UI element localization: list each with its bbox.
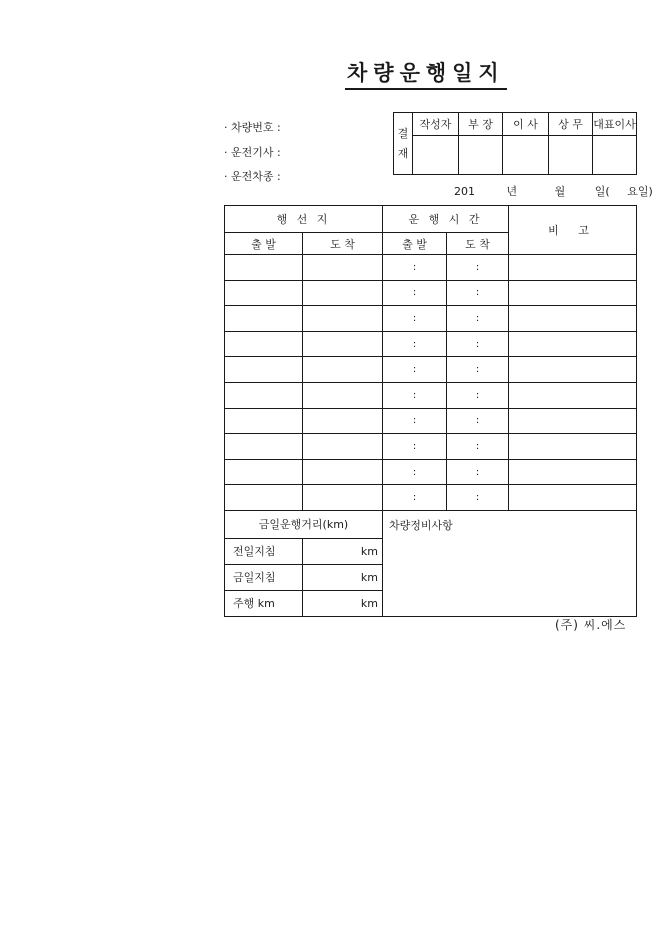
table-row xyxy=(225,357,637,383)
date-line xyxy=(454,183,653,199)
current-odometer-field[interactable]: km xyxy=(303,564,383,590)
route-depart-cell[interactable] xyxy=(225,357,303,383)
arrive-time-cell[interactable]: : xyxy=(447,255,509,281)
time-header: 운 행 시 간 xyxy=(383,206,509,233)
table-row xyxy=(225,382,637,408)
depart-time-cell[interactable]: : xyxy=(383,408,447,434)
route-depart-cell[interactable] xyxy=(225,382,303,408)
previous-odometer-label: 전일지침 xyxy=(225,538,303,564)
remarks-header: 비 고 xyxy=(509,206,637,255)
table-row xyxy=(225,434,637,460)
route-depart-cell[interactable] xyxy=(225,434,303,460)
approval-col-manager: 부 장 xyxy=(459,113,503,136)
table-row xyxy=(225,485,637,511)
date-weekday-unit: 요일) xyxy=(627,185,653,198)
remarks-cell[interactable] xyxy=(509,459,637,485)
approval-col-director: 이 사 xyxy=(503,113,549,136)
date-month-unit: 월 xyxy=(554,185,566,198)
approval-col-ceo: 대표이사 xyxy=(593,113,637,136)
depart-time-cell[interactable]: : xyxy=(383,434,447,460)
remarks-cell[interactable] xyxy=(509,280,637,306)
depart-time-cell[interactable]: : xyxy=(383,382,447,408)
depart-time-cell[interactable]: : xyxy=(383,331,447,357)
remarks-cell[interactable] xyxy=(509,331,637,357)
route-depart-header: 출 발 xyxy=(225,233,303,255)
table-row xyxy=(225,280,637,306)
depart-time-cell[interactable]: : xyxy=(383,357,447,383)
maintenance-label: 차량정비사항 xyxy=(389,518,453,532)
arrive-time-cell[interactable]: : xyxy=(447,408,509,434)
table-row xyxy=(225,408,637,434)
remarks-cell[interactable] xyxy=(509,255,637,281)
arrive-time-cell[interactable]: : xyxy=(447,357,509,383)
route-header: 행 선 지 xyxy=(225,206,383,233)
route-depart-cell[interactable] xyxy=(225,331,303,357)
route-arrive-cell[interactable] xyxy=(303,357,383,383)
previous-odometer-field[interactable]: km xyxy=(303,538,383,564)
document-title: 차량운행일지 xyxy=(345,60,507,90)
approval-sign-executive[interactable] xyxy=(549,136,593,175)
route-arrive-cell[interactable] xyxy=(303,382,383,408)
route-arrive-cell[interactable] xyxy=(303,331,383,357)
depart-time-cell[interactable]: : xyxy=(383,459,447,485)
vehicle-type-label: · 운전차종 : xyxy=(224,170,281,183)
table-row xyxy=(225,255,637,281)
route-arrive-cell[interactable] xyxy=(303,408,383,434)
distance-header: 금일운행거리(km) xyxy=(225,510,383,538)
approval-sign-writer[interactable] xyxy=(413,136,459,175)
date-day-unit: 일( xyxy=(594,185,610,198)
remarks-cell[interactable] xyxy=(509,306,637,332)
route-arrive-cell[interactable] xyxy=(303,459,383,485)
route-depart-cell[interactable] xyxy=(225,280,303,306)
route-arrive-cell[interactable] xyxy=(303,280,383,306)
table-row xyxy=(225,331,637,357)
route-arrive-cell[interactable] xyxy=(303,434,383,460)
arrive-time-cell[interactable]: : xyxy=(447,306,509,332)
driving-log-table xyxy=(224,205,637,617)
remarks-cell[interactable] xyxy=(509,434,637,460)
approval-box xyxy=(393,112,637,175)
company-name: (주) 씨.에스 xyxy=(555,618,627,632)
depart-time-cell[interactable]: : xyxy=(383,255,447,281)
approval-sign-ceo[interactable] xyxy=(593,136,637,175)
approval-col-executive: 상 무 xyxy=(549,113,593,136)
date-year-unit: 년 xyxy=(506,185,518,198)
route-arrive-cell[interactable] xyxy=(303,485,383,511)
remarks-cell[interactable] xyxy=(509,485,637,511)
vehicle-number-label: · 차량번호 : xyxy=(224,121,281,134)
driver-label: · 운전기사 : xyxy=(224,146,281,159)
approval-sign-director[interactable] xyxy=(503,136,549,175)
arrive-time-cell[interactable]: : xyxy=(447,280,509,306)
current-odometer-label: 금일지침 xyxy=(225,564,303,590)
route-depart-cell[interactable] xyxy=(225,306,303,332)
date-year: 201 xyxy=(454,185,475,198)
approval-side-label: 결 재 xyxy=(394,113,413,175)
time-arrive-header: 도 착 xyxy=(447,233,509,255)
arrive-time-cell[interactable]: : xyxy=(447,434,509,460)
arrive-time-cell[interactable]: : xyxy=(447,485,509,511)
arrive-time-cell[interactable]: : xyxy=(447,459,509,485)
distance-driven-field[interactable]: km xyxy=(303,590,383,616)
remarks-cell[interactable] xyxy=(509,408,637,434)
table-row xyxy=(225,459,637,485)
approval-sign-manager[interactable] xyxy=(459,136,503,175)
time-depart-header: 출 발 xyxy=(383,233,447,255)
depart-time-cell[interactable]: : xyxy=(383,306,447,332)
route-depart-cell[interactable] xyxy=(225,255,303,281)
route-depart-cell[interactable] xyxy=(225,485,303,511)
depart-time-cell[interactable]: : xyxy=(383,280,447,306)
route-depart-cell[interactable] xyxy=(225,459,303,485)
distance-driven-label: 주행 km xyxy=(225,590,303,616)
remarks-cell[interactable] xyxy=(509,357,637,383)
arrive-time-cell[interactable]: : xyxy=(447,331,509,357)
route-arrive-cell[interactable] xyxy=(303,255,383,281)
table-row xyxy=(225,306,637,332)
depart-time-cell[interactable]: : xyxy=(383,485,447,511)
maintenance-notes[interactable] xyxy=(383,510,637,616)
route-depart-cell[interactable] xyxy=(225,408,303,434)
remarks-cell[interactable] xyxy=(509,382,637,408)
arrive-time-cell[interactable]: : xyxy=(447,382,509,408)
route-arrive-cell[interactable] xyxy=(303,306,383,332)
approval-col-writer: 작성자 xyxy=(413,113,459,136)
route-arrive-header: 도 착 xyxy=(303,233,383,255)
